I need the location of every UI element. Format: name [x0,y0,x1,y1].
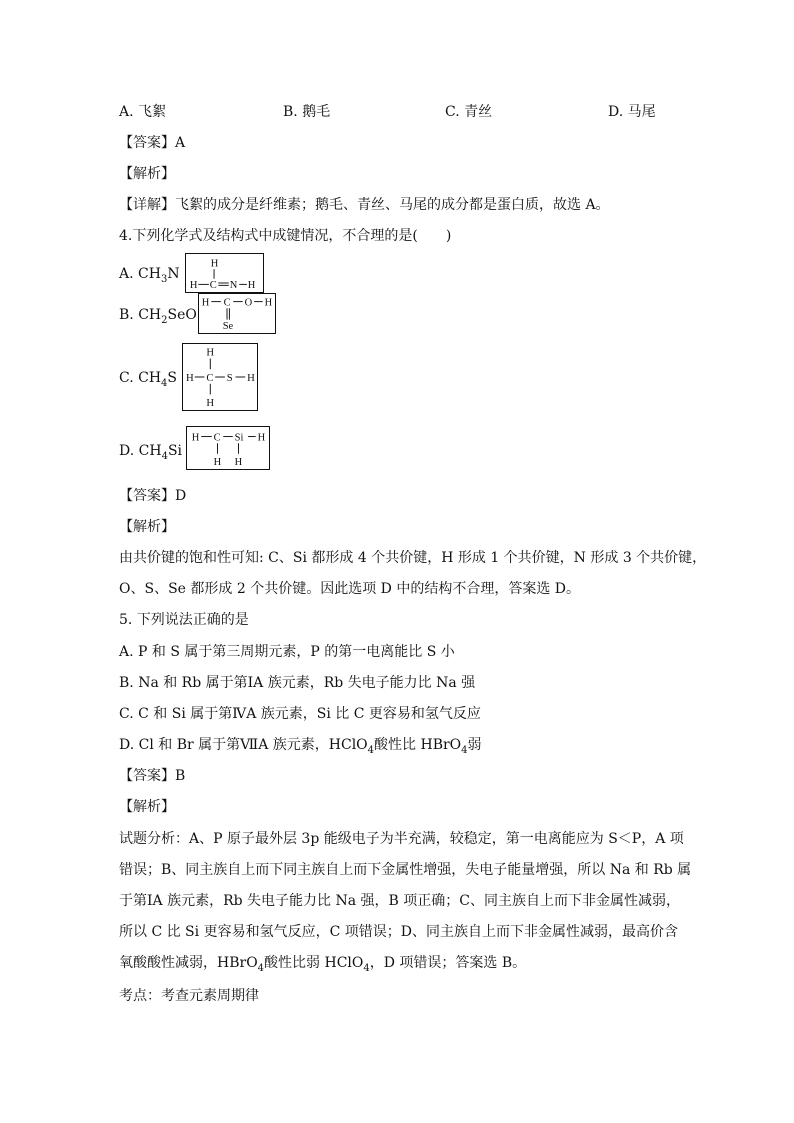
q5-analysis-line-2: 错误；B、同主族自上而下同主族自上而下金属性增强，失电子能量增强，所以 Na 和 Rb 属 [119,862,692,878]
q3-option-b: B. 鹅毛 [283,104,331,120]
q4-stem: 4.下列化学式及结构式中成键情况，不合理的是( ) [119,228,452,244]
atom-h: H [206,397,215,410]
q4-option-d-label: D. $CH_4Si$ [119,443,183,462]
atom-o: O [244,297,253,309]
q4-analysis-line-2: O、S、Se 都形成 2 个共价键。因此选项 D 中的结构不合理，答案选 D。 [119,581,581,597]
q3-option-a: A. 飞絮 [119,104,167,120]
atom-s: S [226,371,233,384]
q4-structure-d [186,426,270,470]
q3-analysis-title: 【解析】 [119,166,175,182]
atom-h: H [247,371,255,384]
atom-h: H [191,432,200,444]
q5-analysis-line-5: 氧酸酸性减弱，HBrO$_4$酸性比弱 HClO$_4$，D 项错误；答案选 B。 [119,955,527,974]
q3-option-c: C. 青丝 [445,104,493,120]
atom-h: H [186,371,194,384]
q4-option-c-label: C. $CH_4S$ [119,370,178,389]
q5-answer: 【答案】B [119,768,186,784]
q4-structure-c [182,343,258,411]
atom-si: Si [234,432,244,444]
atom-h: H [189,280,198,292]
atom-c: C [213,432,221,444]
q3-option-d: D. 马尾 [608,104,656,120]
q5-option-b: B. Na 和 Rb 属于第ⅠA 族元素，Rb 失电子能力比 Na 强 [119,675,476,691]
q4-answer: 【答案】D [119,488,187,504]
q5-analysis-title: 【解析】 [119,799,175,815]
q3-detail: 【详解】飞絮的成分是纤维素；鹅毛、青丝、马尾的成分都是蛋白质，故选 A。 [119,197,610,213]
atom-h: H [257,432,266,444]
atom-h: H [210,258,219,270]
q5-stem: 5. 下列说法正确的是 [119,612,249,628]
atom-se: Se [222,321,234,333]
atom-h: H [213,457,222,469]
q4-analysis-title: 【解析】 [119,519,175,535]
q5-option-d: D. Cl 和 Br 属于第ⅦA 族元素，HClO$_4$酸性比 HBrO$_4$弱 [119,737,482,756]
atom-h: H [206,346,215,359]
atom-h: H [234,457,243,469]
atom-c: C [209,280,217,292]
q4-option-a-label: A. $CH_3N$ [119,266,180,285]
atom-c: C [223,297,231,309]
q4-structure-b [198,293,276,334]
q5-option-c: C. C 和 Si 属于第ⅣA 族元素，Si 比 C 更容易和氢气反应 [119,706,481,722]
q3-answer: 【答案】A [119,135,186,151]
atom-c: C [206,371,214,384]
atom-h: H [201,297,210,309]
q5-analysis-line-4: 所以 C 比 Si 更容易和氢气反应，C 项错误；D、同主族自上而下非金属性减弱，最高价含 [119,924,678,940]
q4-option-b-label: B. $CH_2SeO$ [119,307,197,326]
atom-h: H [264,297,273,309]
q4-analysis-line-1: 由共价键的饱和性可知: C、Si 都形成 4 个共价键，H 形成 1 个共价键，N 形成 3 个共价键， [119,550,707,566]
q5-analysis-line-1: 试题分析：A、P 原子最外层 3p 能级电子为半充满，较稳定，第一电离能应为 S＜P，A 项 [119,831,684,847]
atom-h: H [247,280,256,292]
q4-structure-a [185,253,264,293]
atom-n: N [229,280,238,292]
q5-kaodian: 考点：考查元素周期律 [119,988,259,1004]
q5-option-a: A. P 和 S 属于第三周期元素，P 的第一电离能比 S 小 [119,644,455,660]
q5-analysis-line-3: 于第ⅠA 族元素，Rb 失电子能力比 Na 强，B 项正确；C、同主族自上而下非金属性减弱， [119,893,680,909]
